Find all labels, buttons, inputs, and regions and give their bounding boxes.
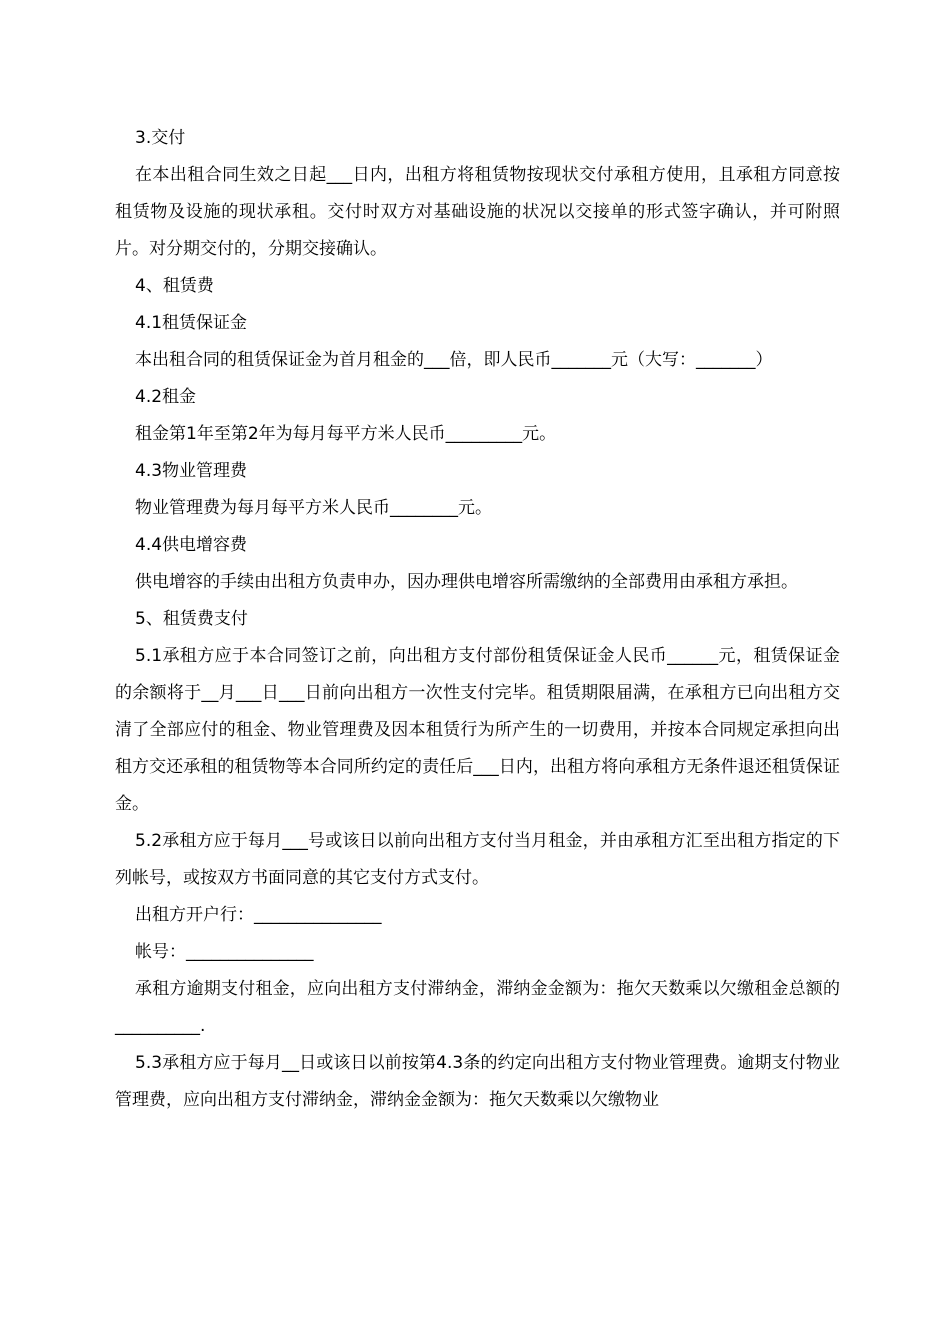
subheading-power-capacity-fee: 4.4供电增容费 [135, 535, 248, 555]
paragraph-payment-5-3: 5.3承租方应于每月__日或该日以前按第4.3条的约定向出租方支付物业管理费。逾期支付物业管理费，应向出租方支付滞纳金，滞纳金金额为：拖欠天数乘以欠缴物业 [115, 1053, 840, 1110]
subheading-deposit: 4.1租赁保证金 [135, 313, 248, 333]
section-heading-delivery: 3.交付 [135, 128, 186, 148]
subheading-rent: 4.2租金 [135, 387, 197, 407]
paragraph-late-fee: 承租方逾期支付租金，应向出租方支付滞纳金，滞纳金金额为：拖欠天数乘以欠缴租金总额的__________. [115, 979, 840, 1036]
section-heading-payment: 5、租赁费支付 [135, 609, 248, 629]
field-account-number: 帐号：_______________ [135, 942, 314, 962]
paragraph-power-capacity-fee: 供电增容的手续由出租方负责申办，因办理供电增容所需缴纳的全部费用由承租方承担。 [135, 572, 798, 592]
paragraph-management-fee: 物业管理费为每月每平方米人民币________元。 [135, 498, 492, 518]
document-body [115, 120, 840, 1119]
paragraph-rent: 租金第1年至第2年为每月每平方米人民币_________元。 [135, 424, 557, 444]
field-lessor-bank: 出租方开户行：_______________ [135, 905, 382, 925]
subheading-management-fee: 4.3物业管理费 [135, 461, 248, 481]
paragraph-delivery: 在本出租合同生效之日起___日内，出租方将租赁物按现状交付承租方使用，且承租方同意按租赁物及设施的现状承租。交付时双方对基础设施的状况以交接单的形式签字确认，并可附照片。对分期交付的，分期交接确认。 [115, 165, 840, 259]
paragraph-deposit: 本出租合同的租赁保证金为首月租金的___倍，即人民币_______元（大写：_______） [135, 350, 773, 370]
paragraph-payment-5-2: 5.2承租方应于每月___号或该日以前向出租方支付当月租金，并由承租方汇至出租方指定的下列帐号，或按双方书面同意的其它支付方式支付。 [115, 831, 840, 888]
paragraph-payment-5-1: 5.1承租方应于本合同签订之前，向出租方支付部份租赁保证金人民币______元，租赁保证金的余额将于__月___日___日前向出租方一次性支付完毕。租赁期限届满，在承租方已向出租方交清了全部应付的租金、物业管理费及因本租赁行为所产生的一切费用，并按本合同规定承担向出租方交还承租的租赁物等本合同所约定的责任后___日内，出租方将向承租方无条件退还租赁保证金。 [115, 646, 840, 814]
section-heading-lease-fee: 4、租赁费 [135, 276, 214, 296]
